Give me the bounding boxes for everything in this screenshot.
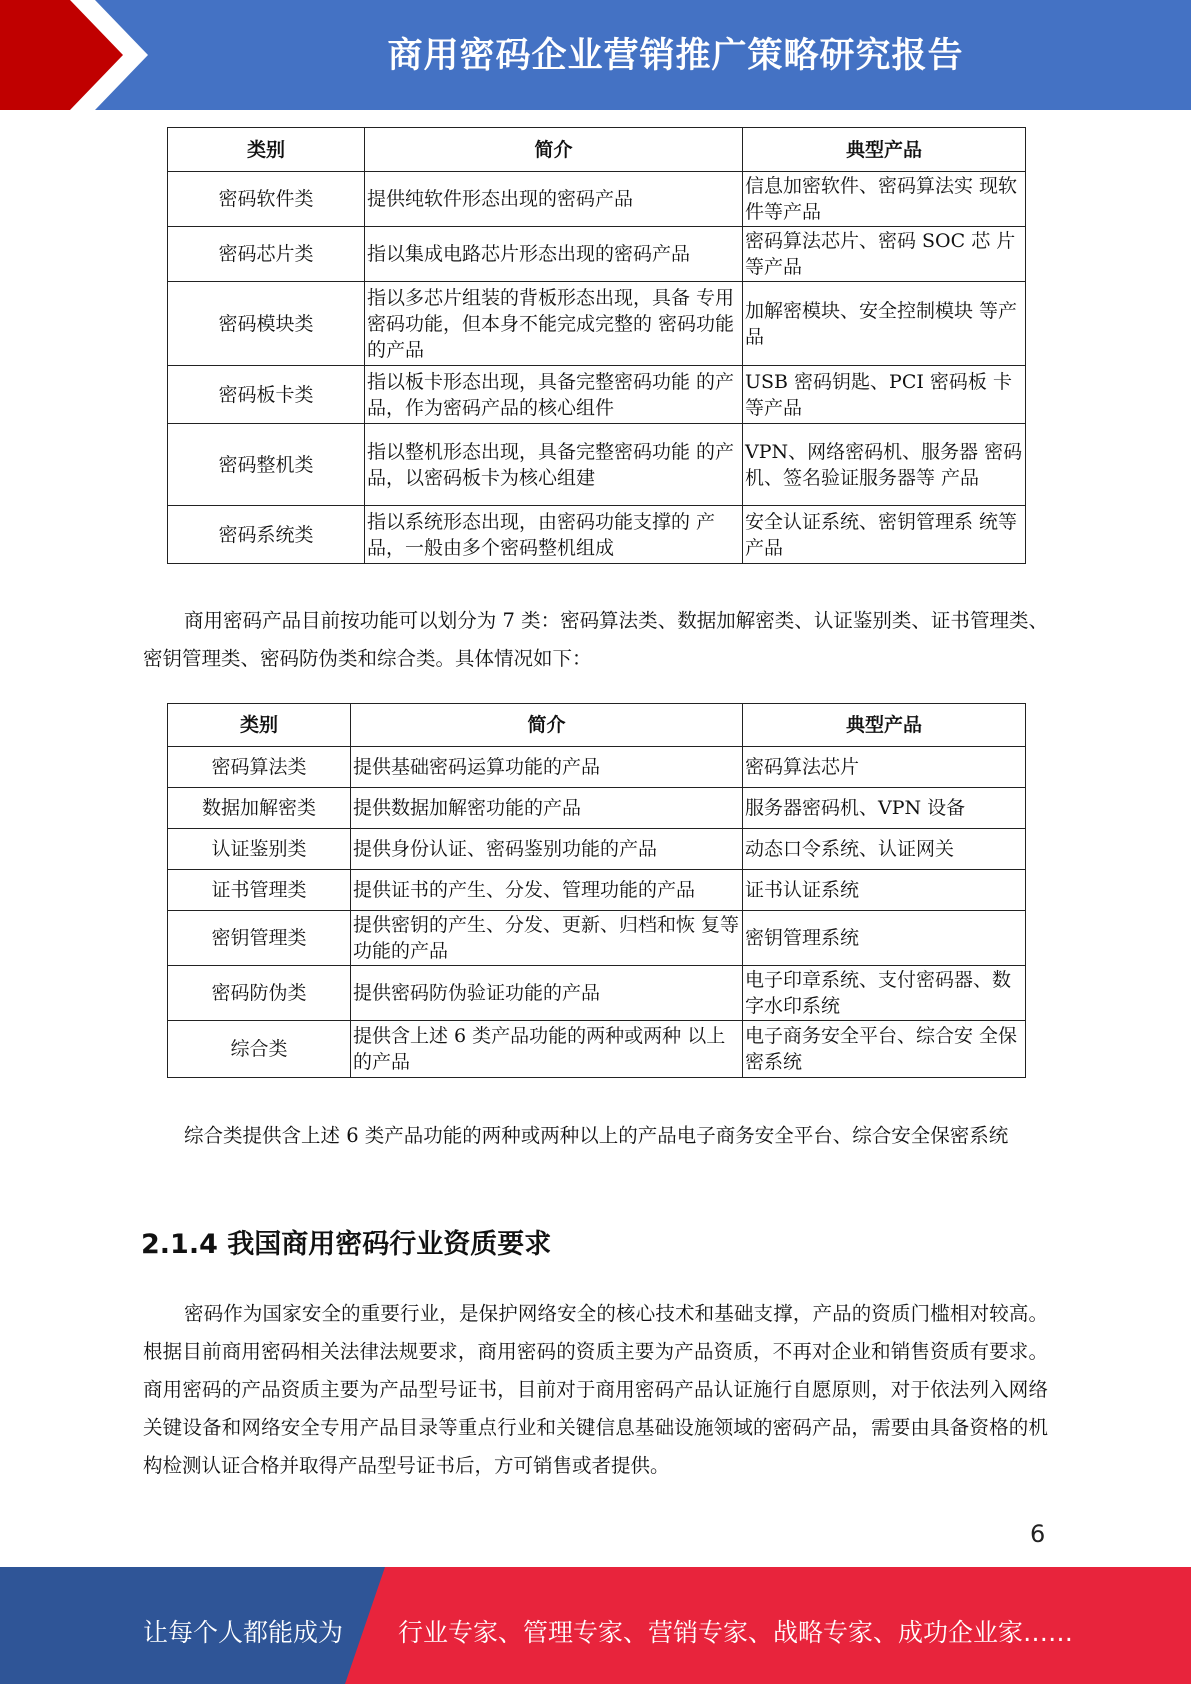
- category-cell: 证书管理类: [168, 870, 351, 911]
- table-row: [168, 172, 1026, 227]
- category-cell: 密码系统类: [168, 506, 365, 564]
- body-paragraph: 密码作为国家安全的重要行业，是保护网络安全的核心技术和基础支撑，产品的资质门槛相对较高。根据目前商用密码相关法律法规要求，商用密码的资质主要为产品资质，不再对企业和销售资质有要求。商用密码的产品资质主要为产品型号证书，目前对于商用密码产品认证施行自愿原则，对于依法列入网络关键设备和网络安全专用产品目录等重点行业和关键信息基础设施领域的密码产品，需要由具备资格的机构检测认证合格并取得产品型号证书后，方可销售或者提供。: [143, 1302, 1048, 1477]
- category-cell: 综合类: [168, 1021, 351, 1078]
- intro-cell: 提供数据加解密功能的产品: [351, 788, 743, 829]
- column-header-intro: 简介: [351, 704, 743, 747]
- section-heading: 2.1.4 我国商用密码行业资质要求: [141, 1229, 552, 1260]
- category-cell: 密码板卡类: [168, 366, 365, 424]
- product-cell: VPN、网络密码机、服务器 密码机、签名验证服务器等 产品: [743, 424, 1026, 506]
- report-title: 商用密码企业营销推广策略研究报告: [387, 36, 964, 76]
- category-cell: 认证鉴别类: [168, 829, 351, 870]
- intro-cell: 指以系统形态出现，由密码功能支撑的 产品，一般由多个密码整机组成: [365, 506, 743, 564]
- column-header-category: 类别: [168, 704, 351, 747]
- category-cell: 密码模块类: [168, 282, 365, 366]
- product-cell: 加解密模块、安全控制模块 等产品: [743, 282, 1026, 366]
- page-number: 6: [1030, 1520, 1046, 1548]
- column-header-product: 典型产品: [743, 128, 1026, 172]
- product-cell: 电子印章系统、支付密码器、数字水印系统: [743, 966, 1026, 1021]
- intro-cell: 指以集成电路芯片形态出现的密码产品: [365, 227, 743, 282]
- category-cell: 密钥管理类: [168, 911, 351, 966]
- table-row: [168, 227, 1026, 282]
- body-paragraph: 综合类提供含上述 6 类产品功能的两种或两种以上的产品电子商务安全平台、综合安全保密系统: [184, 1124, 1009, 1147]
- product-cell: 安全认证系统、密钥管理系 统等产品: [743, 506, 1026, 564]
- intro-cell: 提供密码防伪验证功能的产品: [351, 966, 743, 1021]
- product-cell: 信息加密软件、密码算法实 现软件等产品: [743, 172, 1026, 227]
- column-header-product: 典型产品: [743, 704, 1026, 747]
- intro-cell: 指以板卡形态出现，具备完整密码功能 的产品，作为密码产品的核心组件: [365, 366, 743, 424]
- product-cell: 动态口令系统、认证网关: [743, 829, 1026, 870]
- footer-slogan-right: 行业专家、管理专家、营销专家、战略专家、成功企业家……: [398, 1618, 1074, 1647]
- intro-cell: 指以多芯片组装的背板形态出现，具备 专用密码功能，但本身不能完成完整的 密码功能的产品: [365, 282, 743, 366]
- column-header-category: 类别: [168, 128, 365, 172]
- table-row: [168, 966, 1026, 1021]
- footer-banner: [0, 1567, 1191, 1684]
- product-cell: 密钥管理系统: [743, 911, 1026, 966]
- product-cell: 密码算法芯片、密码 SOC 芯 片等产品: [743, 227, 1026, 282]
- footer-slogan-left: 让每个人都能成为: [143, 1618, 344, 1647]
- category-cell: 密码芯片类: [168, 227, 365, 282]
- table-header-row: [168, 128, 1026, 172]
- header-banner: [0, 0, 1191, 110]
- table-row: [168, 870, 1026, 911]
- table-row: [168, 366, 1026, 424]
- table-row: [168, 282, 1026, 366]
- product-cell: 服务器密码机、VPN 设备: [743, 788, 1026, 829]
- product-cell: 电子商务安全平台、综合安 全保密系统: [743, 1021, 1026, 1078]
- intro-cell: 提供基础密码运算功能的产品: [351, 747, 743, 788]
- category-cell: 密码算法类: [168, 747, 351, 788]
- table-row: [168, 1021, 1026, 1078]
- intro-cell: 提供纯软件形态出现的密码产品: [365, 172, 743, 227]
- category-cell: 密码软件类: [168, 172, 365, 227]
- category-cell: 密码防伪类: [168, 966, 351, 1021]
- intro-cell: 指以整机形态出现，具备完整密码功能 的产品，以密码板卡为核心组建: [365, 424, 743, 506]
- table-row: [168, 747, 1026, 788]
- intro-cell: 提供密钥的产生、分发、更新、归档和恢 复等功能的产品: [351, 911, 743, 966]
- body-paragraph: 商用密码产品目前按功能可以划分为 7 类：密码算法类、数据加解密类、认证鉴别类、证书管理类、密钥管理类、密码防伪类和综合类。具体情况如下：: [143, 609, 1048, 670]
- table-row: [168, 829, 1026, 870]
- column-header-intro: 简介: [365, 128, 743, 172]
- table-row: [168, 788, 1026, 829]
- product-cell: 证书认证系统: [743, 870, 1026, 911]
- product-cell: USB 密码钥匙、PCI 密码板 卡等产品: [743, 366, 1026, 424]
- intro-cell: 提供含上述 6 类产品功能的两种或两种 以上的产品: [351, 1021, 743, 1078]
- product-function-table: [167, 703, 1026, 1078]
- intro-cell: 提供证书的产生、分发、管理功能的产品: [351, 870, 743, 911]
- category-cell: 密码整机类: [168, 424, 365, 506]
- table-header-row: [168, 704, 1026, 747]
- table-row: [168, 424, 1026, 506]
- intro-cell: 提供身份认证、密码鉴别功能的产品: [351, 829, 743, 870]
- category-cell: 数据加解密类: [168, 788, 351, 829]
- table-row: [168, 911, 1026, 966]
- product-cell: 密码算法芯片: [743, 747, 1026, 788]
- product-form-table: [167, 127, 1026, 564]
- table-row: [168, 506, 1026, 564]
